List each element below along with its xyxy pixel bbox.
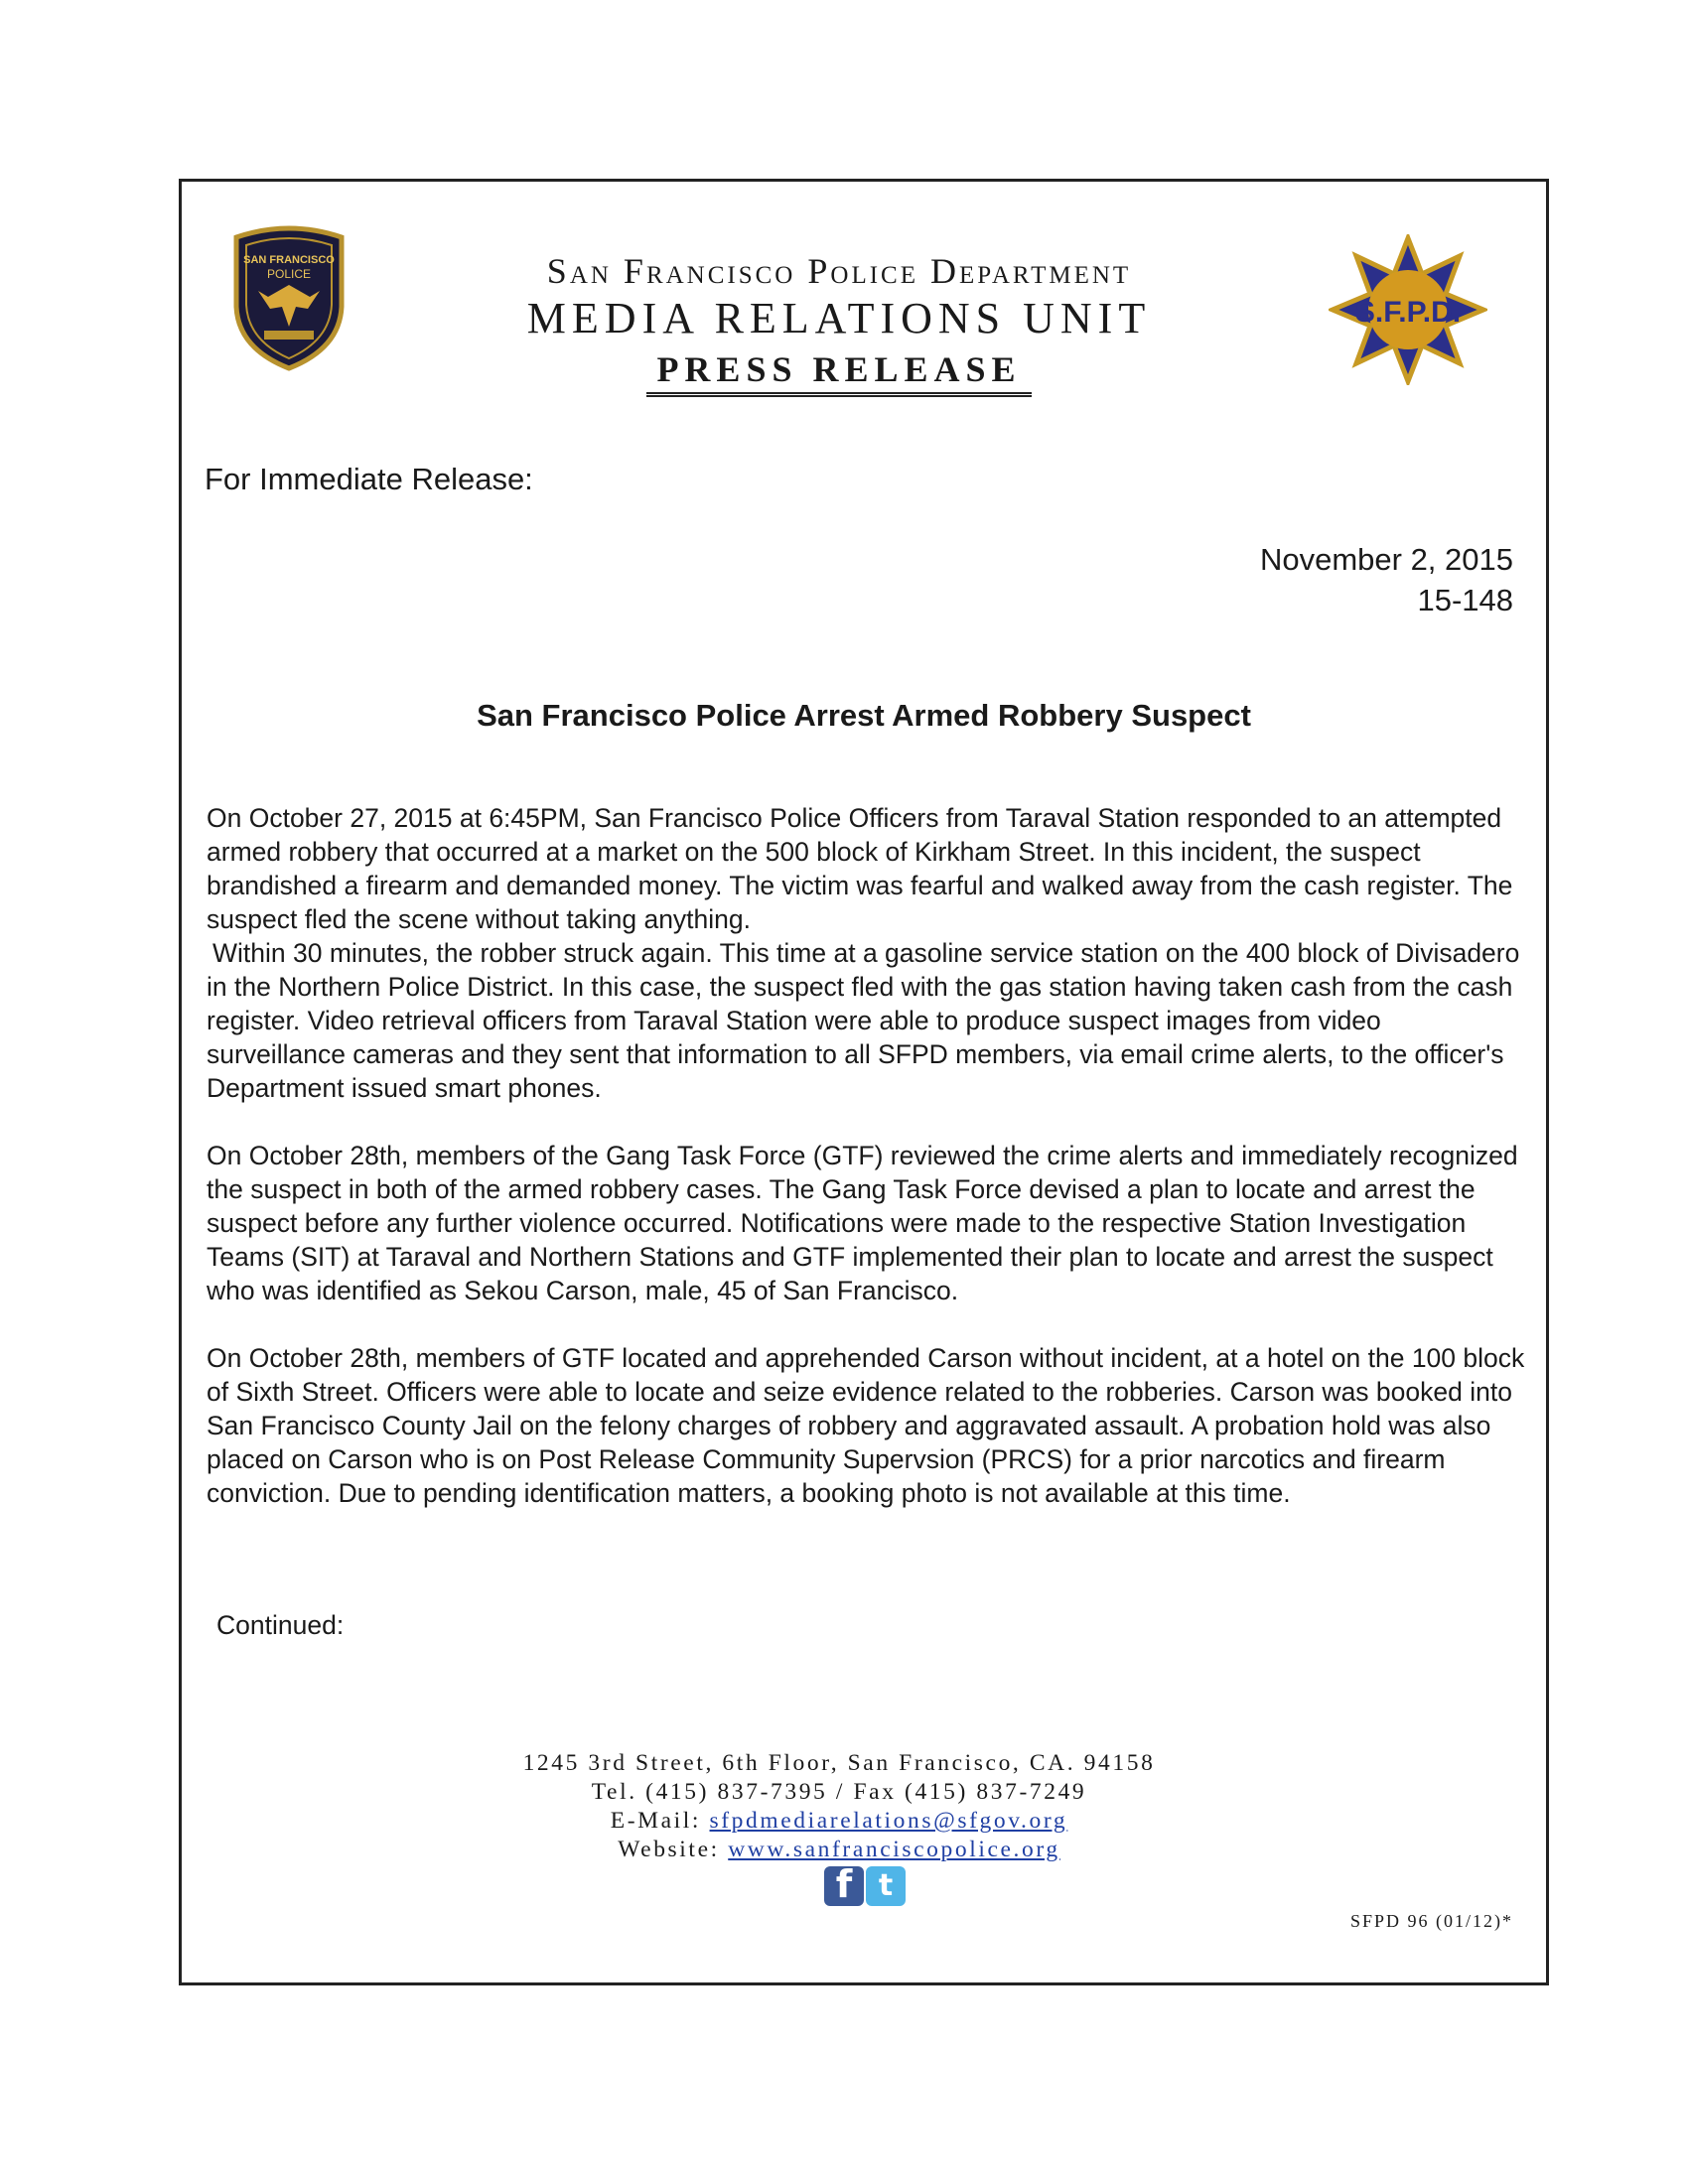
body-paragraph: On October 28th, members of the Gang Task Force (GTF) reviewed the crime alerts and immediately recognized the suspect in both of the armed robbery cases. The Gang Task Force devised a plan to locate and arrest the suspect before any further violence occurred. Notifications were made to the respective Station Investigation Teams (SIT) at Taraval and Northern Stations and GTF implemented their plan to locate and arrest the suspect who was identified as Sekou Carson, male, 45 of San Francisco. — [207, 1141, 1518, 1305]
unit-name: MEDIA RELATIONS UNIT — [526, 294, 1152, 342]
footer-address: 1245 3rd Street, 6th Floor, San Francisco, CA. 94158 — [522, 1750, 1156, 1776]
star-text: S.F.P.D. — [1354, 296, 1462, 329]
footer-website-line — [377, 1836, 1301, 1864]
release-label: For Immediate Release: — [205, 462, 533, 496]
email-label: E-Mail: — [610, 1808, 702, 1834]
website-link[interactable]: www.sanfranciscopolice.org — [728, 1837, 1060, 1862]
footer-email-line — [377, 1807, 1301, 1836]
letterhead — [377, 253, 1301, 397]
sfpd-star-logo — [1329, 234, 1487, 385]
badge-text-top: SAN FRANCISCO — [243, 254, 335, 266]
website-label: Website: — [618, 1837, 720, 1862]
body-paragraph: On October 28th, members of GTF located and apprehended Carson without incident, at a hotel on the 100 block of Sixth Street. Officers were able to locate and seize evidence related to the robberies. Carson was booked into San Francisco County Jail on the felony charges of robbery and aggravated assault. A probation hold was also placed on Carson who is on Post Release Community Supervsion (PRCS) for a prior narcotics and firearm conviction. Due to pending identification matters, a booking photo is not available at this time. — [207, 1343, 1525, 1508]
release-meta — [1260, 539, 1513, 620]
police-badge-logo — [230, 223, 348, 372]
department-name: San Francisco Police Department — [546, 251, 1132, 291]
footer-phone: Tel. (415) 837-7395 / Fax (415) 837-7249 — [591, 1779, 1087, 1805]
release-date: November 2, 2015 — [1259, 542, 1513, 577]
twitter-icon[interactable]: t — [866, 1866, 906, 1906]
doc-type-heading: PRESS RELEASE — [646, 350, 1031, 397]
contact-footer — [377, 1749, 1301, 1864]
body-paragraph — [207, 801, 1527, 1105]
paragraph-text: Within 30 minutes, the robber struck again. This time at a gasoline service station on the 400 block of Divisadero in the Northern Police District. In this case, the suspect fled with the gas station having taken cash from the cash register. Video retrieval officers from Taraval Station were able to produce suspect images from video surveillance cameras and they sent that information to all SFPD members, via email crime alerts, to the officer's Department issued smart phones. — [207, 938, 1520, 1103]
continued-label: Continued: — [216, 1610, 345, 1640]
press-release-title: San Francisco Police Arrest Armed Robbery Suspect — [477, 698, 1251, 733]
release-number: 15-148 — [1417, 583, 1513, 617]
release-body — [207, 801, 1527, 1544]
email-link[interactable]: sfpdmediarelations@sfgov.org — [709, 1808, 1068, 1834]
badge-text-mid: POLICE — [266, 267, 312, 281]
facebook-icon[interactable]: f — [824, 1866, 864, 1906]
social-links — [824, 1862, 906, 1906]
form-code: SFPD 96 (01/12)* — [1349, 1911, 1513, 1931]
paragraph-text: On October 27, 2015 at 6:45PM, San Francisco Police Officers from Taraval Station responded to an attempted armed robbery that occurred at a market on the 500 block of Kirkham Street. In this incident, the suspect brandished a firearm and demanded money. The victim was fearful and walked away from the cash register. The suspect fled the scene without taking anything. — [207, 803, 1513, 934]
